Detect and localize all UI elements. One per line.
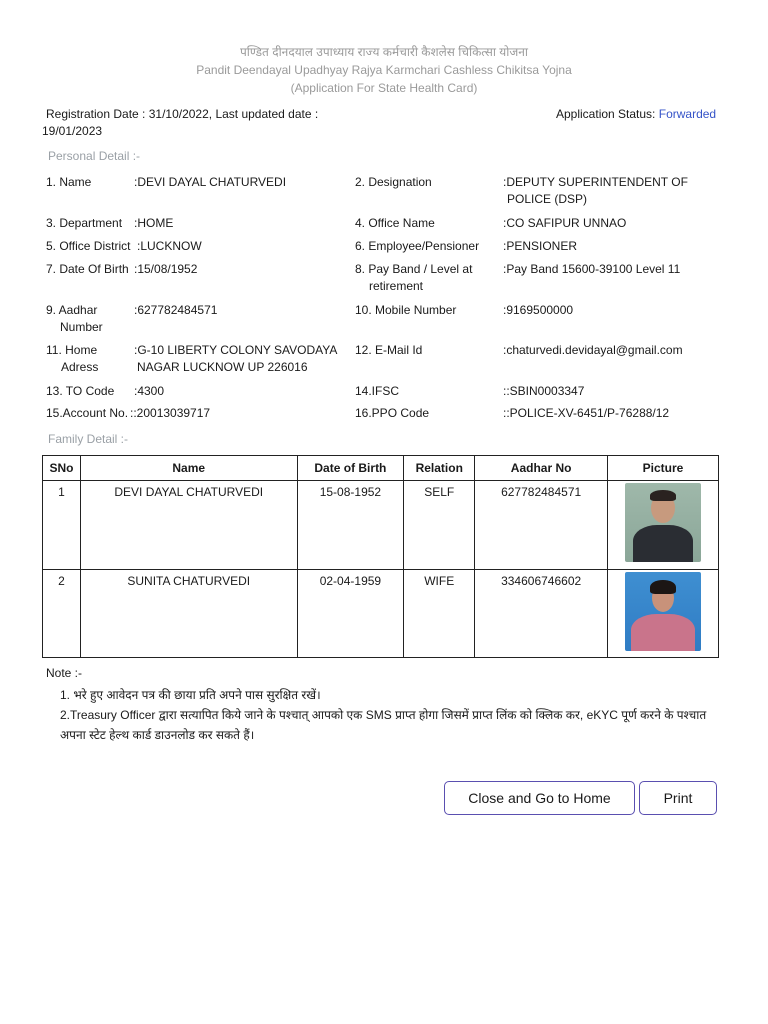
last-updated-date: 19/01/2023 bbox=[42, 124, 103, 138]
cell-sno: 2 bbox=[43, 570, 81, 658]
field-value-to-code: :4300 bbox=[134, 384, 165, 398]
field-label-aadhar-2: Number bbox=[60, 320, 103, 334]
field-label-to-code: 13. TO Code bbox=[46, 384, 115, 398]
cell-name: SUNITA CHATURVEDI bbox=[80, 570, 297, 658]
status-label: Application Status: bbox=[556, 107, 656, 121]
field-value-designation-2: POLICE (DSP) bbox=[507, 192, 588, 206]
col-header-name: Name bbox=[80, 456, 297, 481]
hindi-title: पण्डित दीनदयाल उपाध्याय राज्य कर्मचारी कैशलेस चिकित्सा योजना bbox=[239, 45, 529, 59]
field-value-ppo-code: ::POLICE-XV-6451/P-76288/12 bbox=[503, 406, 670, 420]
col-header-sno: SNo bbox=[43, 456, 81, 481]
family-table-header bbox=[43, 456, 719, 481]
male-photo bbox=[625, 483, 701, 562]
field-value-pay-band: :Pay Band 15600-39100 Level 11 bbox=[503, 262, 681, 276]
field-value-ifsc: ::SBIN0003347 bbox=[503, 384, 585, 398]
field-label-designation: 2. Designation bbox=[355, 175, 432, 189]
female-photo bbox=[625, 572, 701, 651]
col-header-relation: Relation bbox=[404, 456, 475, 481]
cell-picture bbox=[608, 481, 719, 570]
note-line-3: अपना स्टेट हेल्थ कार्ड डाउनलोड कर सकते हैं। bbox=[60, 728, 255, 742]
field-label-name: 1. Name bbox=[46, 175, 92, 189]
field-label-address-1: 11. Home bbox=[46, 343, 98, 357]
registration-date: Registration Date : 31/10/2022, Last updated date : bbox=[46, 107, 319, 121]
field-value-name: :DEVI DAYAL CHATURVEDI bbox=[134, 175, 287, 189]
field-value-address-2: NAGAR LUCKNOW UP 226016 bbox=[137, 360, 308, 374]
cell-dob: 15-08-1952 bbox=[297, 481, 404, 570]
field-label-office-name: 4. Office Name bbox=[355, 216, 435, 230]
application-status bbox=[556, 106, 716, 123]
field-value-address-1: :G-10 LIBERTY COLONY SAVODAYA bbox=[134, 343, 338, 357]
field-label-dob: 7. Date Of Birth bbox=[46, 262, 129, 276]
field-label-mobile: 10. Mobile Number bbox=[355, 303, 457, 317]
field-value-employee-pensioner: :PENSIONER bbox=[503, 239, 578, 253]
field-value-designation-1: :DEPUTY SUPERINTENDENT OF bbox=[503, 175, 688, 189]
field-label-employee-pensioner: 6. Employee/Pensioner bbox=[355, 239, 480, 253]
cell-sno: 1 bbox=[43, 481, 81, 570]
note-line-2: 2.Treasury Officer द्वारा सत्यापित किये जाने के पश्चात् आपको एक SMS प्राप्त होगा जिसमें प्राप्त लिंक को क्लिक कर, eKYC पूर्ण करने के पश्चात bbox=[60, 708, 707, 722]
field-value-office-district: :LUCKNOW bbox=[137, 239, 202, 253]
field-value-aadhar: :627782484571 bbox=[134, 303, 218, 317]
table-row bbox=[43, 481, 719, 570]
field-value-mobile: :9169500000 bbox=[503, 303, 574, 317]
col-header-aadhar: Aadhar No bbox=[475, 456, 608, 481]
print-button[interactable]: Print bbox=[639, 781, 717, 815]
field-label-ifsc: 14.IFSC bbox=[355, 384, 400, 398]
cell-name: DEVI DAYAL CHATURVEDI bbox=[80, 481, 297, 570]
field-label-address-2: Adress bbox=[61, 360, 99, 374]
field-label-department: 3. Department bbox=[46, 216, 123, 230]
field-label-account-no: 15.Account No. bbox=[46, 406, 129, 420]
field-label-office-district: 5. Office District bbox=[46, 239, 131, 253]
cell-relation: SELF bbox=[404, 481, 475, 570]
family-table bbox=[42, 455, 719, 658]
note-title: Note :- bbox=[46, 666, 83, 680]
field-value-office-name: :CO SAFIPUR UNNAO bbox=[503, 216, 627, 230]
note-line-1: 1. भरे हुए आवेदन पत्र की छाया प्रति अपने पास सुरक्षित रखें। bbox=[60, 688, 321, 702]
field-label-pay-band-2: retirement bbox=[369, 279, 424, 293]
field-value-department: :HOME bbox=[134, 216, 174, 230]
field-value-account-no: ::20013039717 bbox=[130, 406, 211, 420]
field-label-ppo-code: 16.PPO Code bbox=[355, 406, 430, 420]
field-label-pay-band-1: 8. Pay Band / Level at bbox=[355, 262, 473, 276]
table-row bbox=[43, 570, 719, 658]
status-value: Forwarded bbox=[658, 107, 717, 121]
subtitle: (Application For State Health Card) bbox=[290, 81, 478, 95]
english-title: Pandit Deendayal Upadhyay Rajya Karmchari Cashless Chikitsa Yojna bbox=[196, 63, 572, 77]
field-value-email: :chaturvedi.devidayal@gmail.com bbox=[503, 343, 683, 357]
cell-relation: WIFE bbox=[404, 570, 475, 658]
family-section-title: Family Detail :- bbox=[48, 432, 129, 446]
col-header-picture: Picture bbox=[608, 456, 719, 481]
cell-picture bbox=[608, 570, 719, 658]
cell-aadhar: 334606746602 bbox=[475, 570, 608, 658]
personal-section-title: Personal Detail :- bbox=[48, 149, 141, 163]
cell-aadhar: 627782484571 bbox=[475, 481, 608, 570]
col-header-dob: Date of Birth bbox=[297, 456, 404, 481]
field-label-aadhar-1: 9. Aadhar bbox=[46, 303, 98, 317]
close-and-go-home-button[interactable]: Close and Go to Home bbox=[444, 781, 635, 815]
field-value-dob: :15/08/1952 bbox=[134, 262, 198, 276]
field-label-email: 12. E-Mail Id bbox=[355, 343, 423, 357]
cell-dob: 02-04-1959 bbox=[297, 570, 404, 658]
